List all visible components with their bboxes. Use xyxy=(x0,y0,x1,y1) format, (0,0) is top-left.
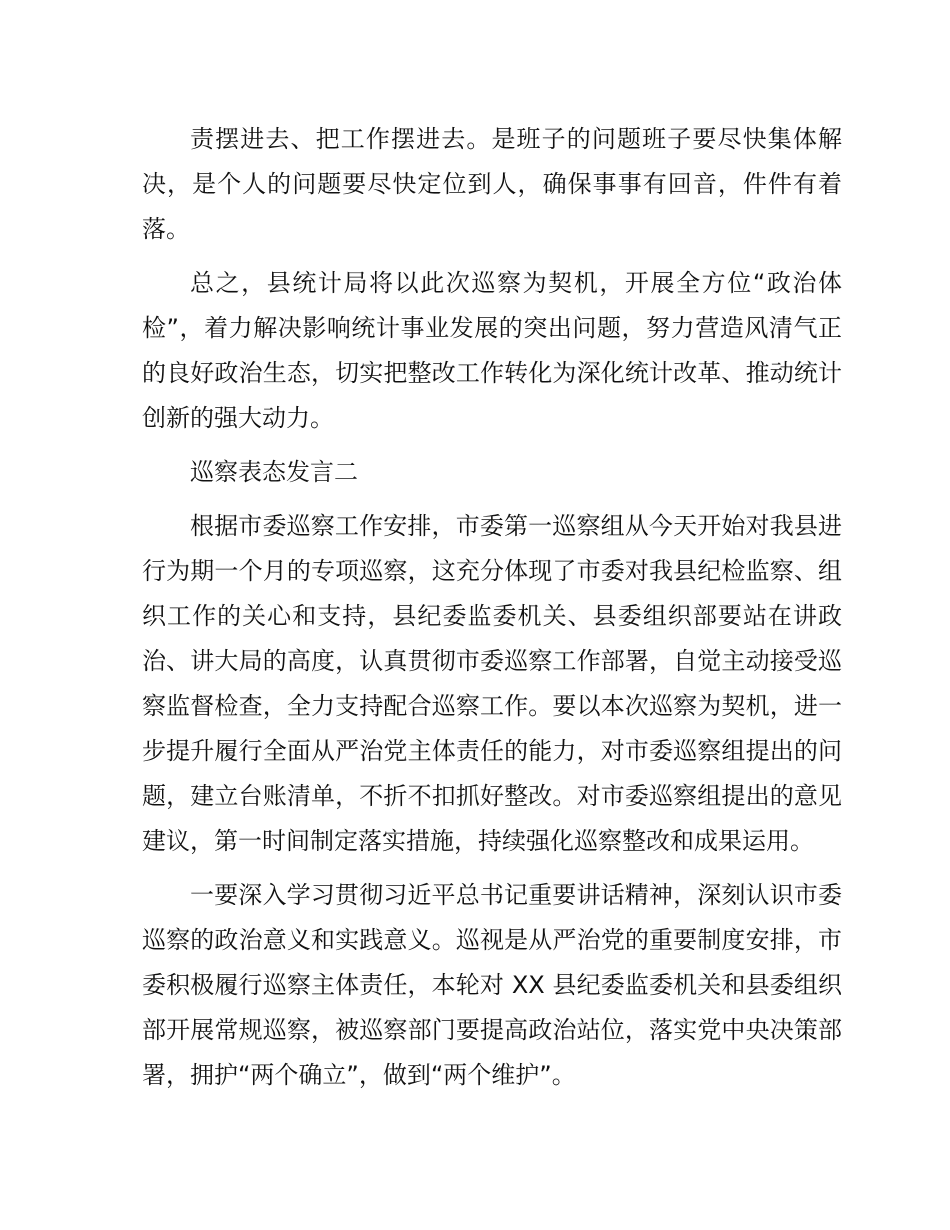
paragraph-3: 根据市委巡察工作安排，市委第一巡察组从今天开始对我县进行为期一个月的专项巡察，这充分体现了市委对我县纪检监察、组织工作的关心和支持，县纪委监委机关、县委组织部要站在讲政治、讲大局的高度，认真贯彻市委巡察工作部署，自觉主动接受巡察监督检查，全力支持配合巡察工作。要以本次巡察为契机，进一步提升履行全面从严治党主体责任的能力，对市委巡察组提出的问题，建立台账清单，不折不扣抓好整改。对市委巡察组提出的意见建议，第一时间制定落实措施，持续强化巡察整改和成果运用。 xyxy=(142,512,842,855)
section-heading: 巡察表态发言二 xyxy=(190,458,358,486)
paragraph-2: 总之，县统计局将以此次巡察为契机，开展全方位“政治体检”，着力解决影响统计事业发展的突出问题，努力营造风清气正的良好政治生态，切实把整改工作转化为深化统计改革、推动统计创新的强大动力。 xyxy=(142,269,842,432)
document-body xyxy=(142,117,842,1098)
paragraph-1: 责摆进去、把工作摆进去。是班子的问题班子要尽快集体解决，是个人的问题要尽快定位到人，确保事事有回音，件件有着落。 xyxy=(142,125,842,243)
paragraph-4: 一要深入学习贯彻习近平总书记重要讲话精神，深刻认识市委巡察的政治意义和实践意义。巡视是从严治党的重要制度安排，市委积极履行巡察主体责任，本轮对 XX 县纪委监委机关和县委组织部开展常规巡察，被巡察部门要提高政治站位，落实党中央决策部署，拥护“两个确立”，做到“两个维护”。 xyxy=(142,881,842,1089)
